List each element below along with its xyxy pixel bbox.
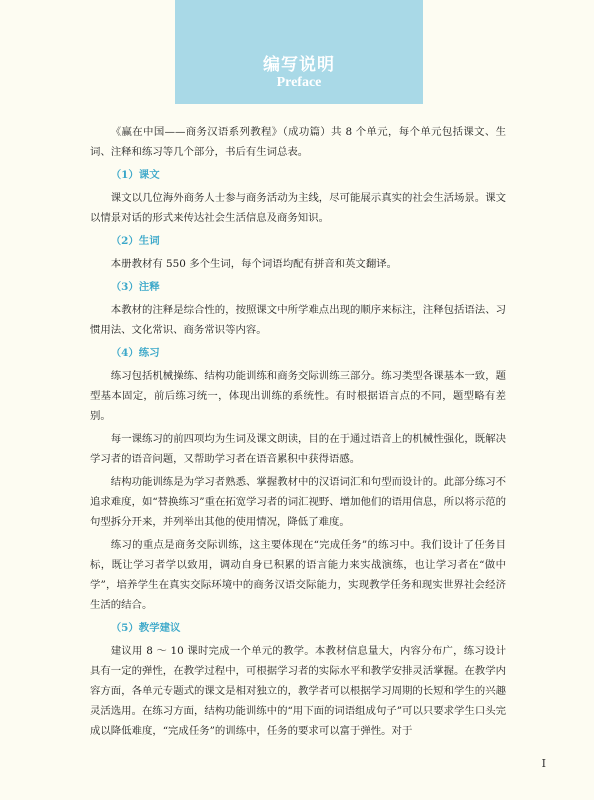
section-heading-text: （1）课文 (110, 169, 160, 181)
paragraph: 练习的重点是商务交际训练，这主要体现在“完成任务”的练习中。我们设计了任务目标，既让学习者学以致用，调动自身已积累的语言能力来实战演练，也让学习者在“做中学”，培养学生在真实交际环境中的商务汉语交际能力，实现教学任务和现实世界社会经济生活的结合。 (90, 539, 506, 611)
page-number: I (541, 757, 546, 770)
section-heading-vocab: （2）生词 (110, 235, 160, 247)
paragraph: 建议用 8 ～ 10 课时完成一个单元的教学。本教材信息量大，内容分布广，练习设计具有一定的弹性，在教学过程中，可根据学习者的实际水平和教学安排灵活掌握。在教学内容方面，各单元专题式的课文是相对独立的，教学者可以根据学习周期的长短和学生的兴趣灵活选用。在练习方面，结构功能训练中的“用下面的词语组成句子”可以只要求学生口头完成以降低难度，“完成任务”的训练中，任务的要求可以富于弹性。对于 (90, 645, 506, 737)
preface-body (90, 122, 506, 741)
intro-paragraph: 《赢在中国——商务汉语系列教程》（成功篇）共 8 个单元，每个单元包括课文、生词、注释和练习等几个部分，书后有生词总表。 (90, 126, 506, 158)
paragraph: 课文以几位海外商务人士参与商务活动为主线，尽可能展示真实的社会生活场景。课文以情景对话的形式来传达社会生活信息及商务知识。 (90, 192, 506, 224)
section-heading-teaching-suggestions: （5）教学建议 (110, 622, 181, 634)
paragraph: 练习包括机械操练、结构功能训练和商务交际训练三部分。练习类型各课基本一致，题型基本固定，前后练习统一，体现出训练的系统性。有时根据语言点的不同，题型略有差别。 (90, 370, 506, 422)
section-heading-exercises: （4）练习 (110, 347, 160, 359)
preface-header-box (175, 0, 423, 104)
paragraph: 本教材的注释是综合性的，按照课文中所学难点出现的顺序来标注，注释包括语法、习惯用法、文化常识、商务常识等内容。 (90, 304, 506, 336)
page-title: 编写说明 (263, 55, 335, 75)
paragraph: 结构功能训练是为学习者熟悉、掌握教材中的汉语词汇和句型而设计的。此部分练习不追求难度，如“替换练习”重在拓宽学习者的词汇视野、增加他们的语用信息，所以将示范的句型拆分开来，并列举出其他的使用情况，降低了难度。 (90, 476, 506, 528)
paragraph: 本册教材有 550 多个生词，每个词语均配有拼音和英文翻译。 (110, 258, 397, 270)
page-subtitle: Preface (276, 75, 322, 90)
section-heading-notes: （3）注释 (110, 281, 160, 293)
paragraph: 每一课练习的前四项均为生词及课文朗读，目的在于通过语音上的机械性强化，既解决学习者的语音问题，又帮助学习者在语音累积中获得语感。 (90, 433, 506, 465)
